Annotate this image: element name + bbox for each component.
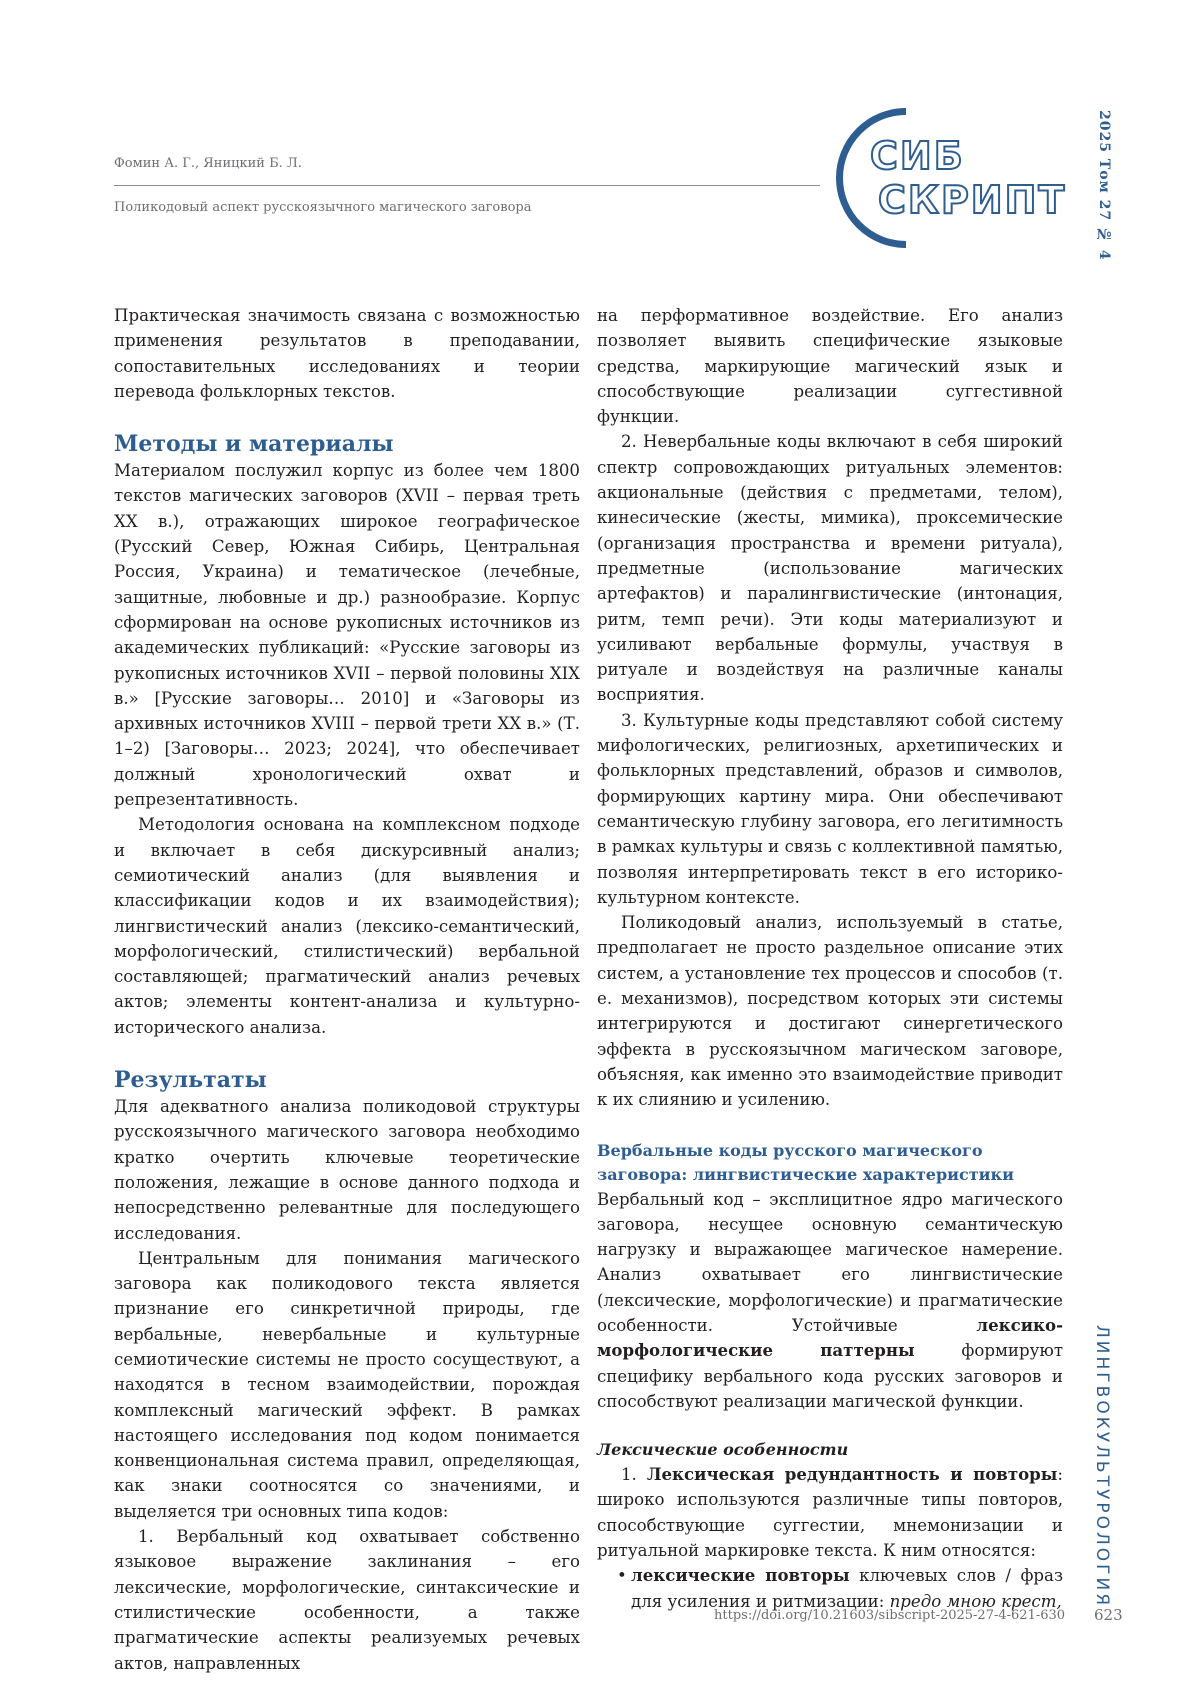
heading-lexical: Лексические особенности: [597, 1440, 849, 1460]
text-run: формируют специфику вербального кода русских заговоров и способствуют реализации магической функции.: [597, 1341, 1063, 1411]
running-header-authors: Фомин А. Г., Яницкий Б. Л.: [114, 156, 302, 171]
header-divider: [114, 185, 820, 186]
paragraph: Методология основана на комплексном подходе и включает в себя дискурсивный анализ; семиотический анализ (для выявления и классификации кодов и их взаимодействия); лингвистический анализ (лексико-семантический, морфологический, стилистический) вербальной составляющей; прагматический анализ речевых актов; элементы контент-анализа и культурно-исторического анализа.: [114, 815, 580, 1037]
list-item: [597, 1563, 1063, 1614]
left-column: [114, 303, 580, 1676]
heading-results: Результаты: [114, 1067, 267, 1094]
text-run: Вербальный код – эксплицитное ядро магического заговора, несущее основную семантическую нагрузку и выражающее магическое намерение. Анализ охватывает его лингвистические (лексические, морфологические) и прагматические особенности. Устойчивые: [597, 1189, 1063, 1335]
paragraph: на перформативное воздействие. Его анализ позволяет выявить специфические языковые средства, маркирующие магический язык и способствующие реализации суггестивной функции.: [597, 306, 1063, 427]
text-run: ключевых слов / фраз для усиления и ритмизации:: [631, 1566, 1063, 1611]
text-run: : широко используются различные типы повторов, способствующие суггестии, мнемонизации и ритуальной маркировке текста. К ним относятся:: [597, 1465, 1063, 1561]
paragraph: Центральным для понимания магического заговора как поликодового текста является признание его синкретичной природы, где вербальные, невербальные и культурные семиотические системы не просто сосуществуют, а находятся в тесном взаимодействии, порождая комплексный магический эффект. В рамках настоящего исследования под кодом понимается конвенциональная система правил, определяющая, как знаки соотносятся со значениями, и выделяется три основных типа кодов:: [114, 1248, 580, 1521]
running-header-title: Поликодовый аспект русскоязычного магического заговора: [114, 200, 532, 215]
paragraph: Поликодовый анализ, используемый в статье, предполагает не просто раздельное описание этих систем, а установление тех процессов и способов (т. е. механизмов), посредством которых эти системы интегрируются и достигают синергетического эффекта в русскоязычном магическом заговоре, объясняя, как именно это взаимодействие приводит к их слиянию и усилению.: [597, 913, 1063, 1110]
paragraph: 2. Невербальные коды включают в себя широкий спектр сопровождающих ритуальных элементов: акциональные (действия с предметами, телом), кинесические (жесты, мимика), проксемические (организация пространства и времени ритуала), предметные (использование магических артефактов) и паралингвистические (интонация, ритм, темп речи). Эти коды материализуют и усиливают вербальные формулы, участвуя в ритуале и воздействуя на различные каналы восприятия.: [597, 432, 1063, 705]
example-italic: предо мною крест,: [889, 1591, 1062, 1611]
paragraph: [597, 1462, 1063, 1563]
heading-verbal-codes: Вербальные коды русского магического заговора: лингвистические характеристики: [597, 1140, 1014, 1184]
paragraph: 3. Культурные коды представляют собой систему мифологических, религиозных, архетипических и фольклорных представлений, образов и символов, формирующих картину мира. Они обеспечивают семантическую глубину заговора, его легитимность в рамках культуры и связь с коллективной памятью, позволяя интерпретировать текст в его историко-культурном контексте.: [597, 710, 1063, 907]
bold-term: Лексическая редундантность и повторы: [646, 1464, 1058, 1485]
issue-label: 2025 Том 27 № 4: [1096, 110, 1112, 261]
journal-logo: [836, 108, 1066, 248]
bold-term: лексико-морфологические паттерны: [597, 1314, 1063, 1361]
heading-methods: Методы и материалы: [114, 431, 394, 458]
text-run: 1.: [621, 1465, 647, 1485]
section-label: ЛИНГВОКУЛЬТУРОЛОГИЯ: [1092, 1325, 1112, 1609]
bold-term: лексические повторы: [631, 1565, 850, 1586]
doi-link[interactable]: https://doi.org/10.21603/sibscript-2025-27-4-621-630: [714, 1608, 1066, 1623]
right-column: [597, 303, 1063, 1614]
page-number: 623: [1094, 1606, 1123, 1624]
paragraph: [597, 1187, 1063, 1415]
paragraph: Для адекватного анализа поликодовой структуры русскоязычного магического заговора необходимо кратко очертить ключевые теоретические положения, лежащие в основе данного подхода и непосредственно релевантные для последующего исследования.: [114, 1097, 580, 1243]
logo-line-1: СИБ: [870, 134, 965, 178]
paragraph: Практическая значимость связана с возможностью применения результатов в преподавании, сопоставительных исследованиях и теории перевода фольклорных текстов.: [114, 306, 580, 401]
logo-line-2: СКРИПТ: [878, 178, 1067, 222]
paragraph: Материалом послужил корпус из более чем 1800 текстов магических заговоров (XVII – первая треть XX в.), отражающих широкое географическое (Русский Север, Южная Сибирь, Центральная Россия, Украина) и тематическое (лечебные, защитные, любовные и др.) разнообразие. Корпус сформирован на основе рукописных источников из академических публикаций: «Русские заговоры из рукописных источников XVII – первой половины XIX в.» [Русские заговоры… 2010] и «Заговоры из архивных источников XVIII – первой трети XX в.» (Т. 1–2) [Заговоры… 2023; 2024], что обеспечивает должный хронологический охват и репрезентативность.: [114, 461, 580, 810]
paragraph: 1. Вербальный код охватывает собственно языковое выражение заклинания – его лексические, морфологические, синтаксические и стилистические особенности, а также прагматические аспекты реализуемых речевых актов, направленных: [114, 1527, 580, 1673]
